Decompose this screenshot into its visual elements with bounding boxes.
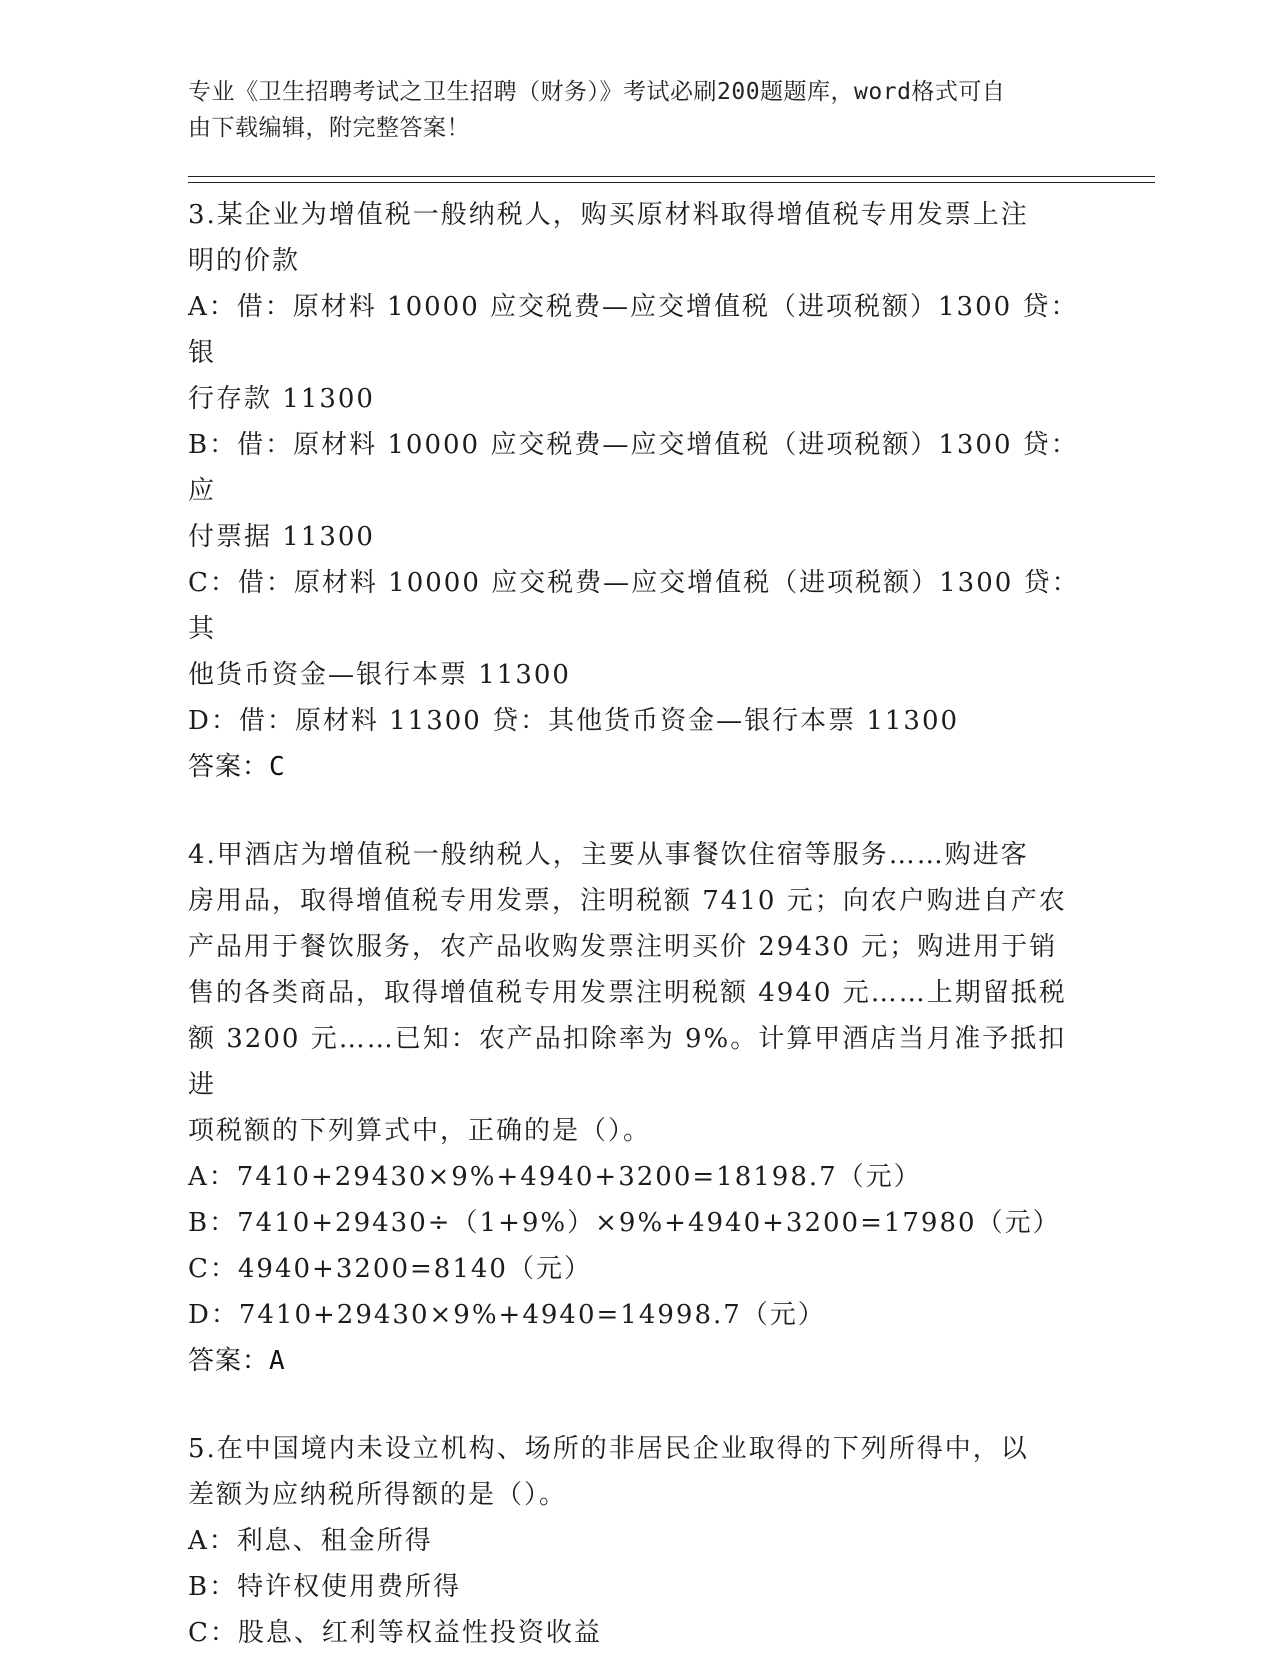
question-stem-line: 售的各类商品，取得增值税专用发票注明税额 4940 元……上期留抵税 (188, 978, 1067, 1008)
question-4 (188, 832, 1088, 1384)
option-b-line: B：特许权使用费所得 (188, 1572, 462, 1602)
header-divider-top (188, 176, 1155, 177)
option-c-line: C：股息、红利等权益性投资收益 (188, 1618, 602, 1648)
question-stem-line: 房用品，取得增值税专用发票，注明税额 7410 元；向农户购进自产农 (188, 886, 1067, 916)
question-spacer (188, 790, 1088, 832)
option-a-line: 行存款 11300 (188, 384, 375, 414)
option-d-line: D：7410+29430×9%+4940=14998.7（元） (188, 1300, 826, 1330)
option-a-line: A：借：原材料 10000 应交税费—应交增值税（进项税额）1300 贷：银 (188, 292, 1079, 368)
option-d-line: D：借：原材料 11300 贷：其他货币资金—银行本票 11300 (188, 706, 960, 736)
header-divider-bottom (188, 182, 1155, 183)
option-c-line: C：4940+3200=8140（元） (188, 1254, 592, 1284)
question-stem-line: 5.在中国境内未设立机构、场所的非居民企业取得的下列所得中，以 (188, 1434, 1029, 1464)
answer-label: 答案：C (188, 752, 286, 782)
question-stem-line: 项税额的下列算式中，正确的是（）。 (188, 1116, 652, 1146)
question-spacer (188, 1384, 1088, 1426)
answer-label: 答案：A (188, 1346, 286, 1376)
question-stem-line: 额 3200 元……已知：农产品扣除率为 9%。计算甲酒店当月准予抵扣进 (188, 1024, 1067, 1100)
question-3 (188, 192, 1088, 790)
option-b-line: 付票据 11300 (188, 522, 375, 552)
question-stem-line: 明的价款 (188, 246, 301, 276)
document-header (188, 74, 1068, 146)
question-list (188, 192, 1088, 1656)
question-stem-line: 差额为应纳税所得额的是（）。 (188, 1480, 568, 1510)
option-b-line: B：7410+29430÷（1+9%）×9%+4940+3200=17980（元） (188, 1208, 1061, 1238)
header-line-1: 专业《卫生招聘考试之卫生招聘（财务）》考试必刷200题题库，word格式可自 (188, 79, 1006, 105)
question-stem-line: 3.某企业为增值税一般纳税人，购买原材料取得增值税专用发票上注 (188, 200, 1029, 230)
option-b-line: B：借：原材料 10000 应交税费—应交增值税（进项税额）1300 贷：应 (188, 430, 1079, 506)
option-a-line: A：7410+29430×9%+4940+3200=18198.7（元） (188, 1162, 922, 1192)
question-stem-line: 产品用于餐饮服务，农产品收购发票注明买价 29430 元；购进用于销 (188, 932, 1058, 962)
question-5 (188, 1426, 1088, 1656)
option-c-line: 他货币资金—银行本票 11300 (188, 660, 571, 690)
option-c-line: C：借：原材料 10000 应交税费—应交增值税（进项税额）1300 贷：其 (188, 568, 1080, 644)
option-a-line: A：利息、租金所得 (188, 1526, 433, 1556)
question-stem-line: 4.甲酒店为增值税一般纳税人，主要从事餐饮住宿等服务……购进客 (188, 840, 1029, 870)
header-line-2: 由下载编辑，附完整答案！ (188, 115, 470, 141)
